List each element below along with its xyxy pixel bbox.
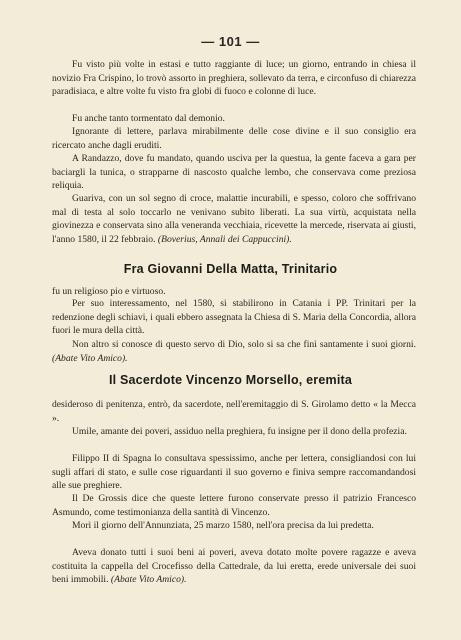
paragraph: fu un religioso pio e virtuoso. — [52, 286, 166, 297]
paragraph: Per suo interessamento, nel 1580, si stabilirono in Catania i PP. Trinitari per la redenzione degli schiavi, i quali ebbero assegnata la Chiesa di S. Maria della Concordia, allora fuori le mura della città. — [52, 298, 416, 337]
citation: (Abate Vito Amico). — [110, 574, 187, 586]
section-heading: Fra Giovanni Della Matta, Trinitario — [123, 262, 338, 276]
citation: (Abate Vito Amico). — [52, 352, 128, 364]
page-number: — 101 — — [201, 34, 260, 49]
citation: (Boverius, Annali dei Cappuccini). — [157, 233, 292, 245]
paragraph: Umile, amante dei poveri, assiduo nella preghiera, fu insigne per il dono della profezia. — [72, 426, 407, 437]
paragraph-text: Guariva, con un sol segno di croce, malattie incurabili, e spesso, coloro che soffrivano mal di testa al solo toccarlo ne venivano subito liberati. La sua virtù, acquistata nella giovinezza e conservata sino alla veneranda vecchiaia, ricevette la mercede, riservata ai giusti, l'anno 1580, il 22 febbraio. — [52, 193, 416, 245]
paragraph — [52, 338, 416, 365]
paragraph: Filippo II di Spagna lo consultava spessissimo, anche per lettera, consigliandosi con lui sugli affari di stato, e sulle cose riguardanti il suo governo e finiva sempre raccomandandosi alle sue preghiere. — [52, 453, 416, 492]
paragraph: Fu visto più volte in estasi e tutto raggiante di luce; un giorno, entrando in chiesa il novizio Fra Crispino, lo trovò assorto in preghiera, sollevato da terra, e circonfuso di chiarezza paradisiaca, e altre volte fu visto fra globi di fuoco e colonne di luce. — [52, 59, 416, 98]
paragraph-text: Aveva donato tutti i suoi beni ai poveri, aveva dotato molte povere ragazze e aveva costituita la cappella del Crocefisso della Cattedrale, da lui eretta, erede universale dei suoi beni immobili. — [52, 547, 416, 586]
paragraph — [52, 546, 416, 587]
paragraph-text: Non altro si conosce di questo servo di Dio, solo si sa che finì santamente i suoi giorni. — [72, 339, 416, 350]
paragraph: Ignorante di lettere, parlava mirabilmente delle cose divine e il suo consiglio era ricercato anche dagli eruditi. — [52, 126, 416, 151]
paragraph: Il De Grossis dice che queste lettere furono conservate presso il patrizio Francesco Asmundo, come testimonianza della santità di Vincenzo. — [52, 493, 416, 518]
paragraph: A Randazzo, dove fu mandato, quando usciva per la questua, la gente faceva a gara per baciargli la tunica, o strapparne di nascosto qualche lembo, che conservava come preziosa reliquia. — [52, 153, 416, 192]
paragraph: desideroso di penitenza, entrò, da sacerdote, nell'eremitaggio di S. Girolamo detto « la Mecca ». — [52, 399, 416, 424]
paragraph: Morì il giorno dell'Annunziata, 25 marzo 1580, nell'ora precisa da lui predetta. — [72, 520, 374, 531]
paragraph: Fu anche tanto tormentato dal demonio. — [72, 113, 225, 124]
paragraph — [52, 192, 416, 246]
section-heading: Il Sacerdote Vincenzo Morsello, eremita — [108, 373, 353, 387]
